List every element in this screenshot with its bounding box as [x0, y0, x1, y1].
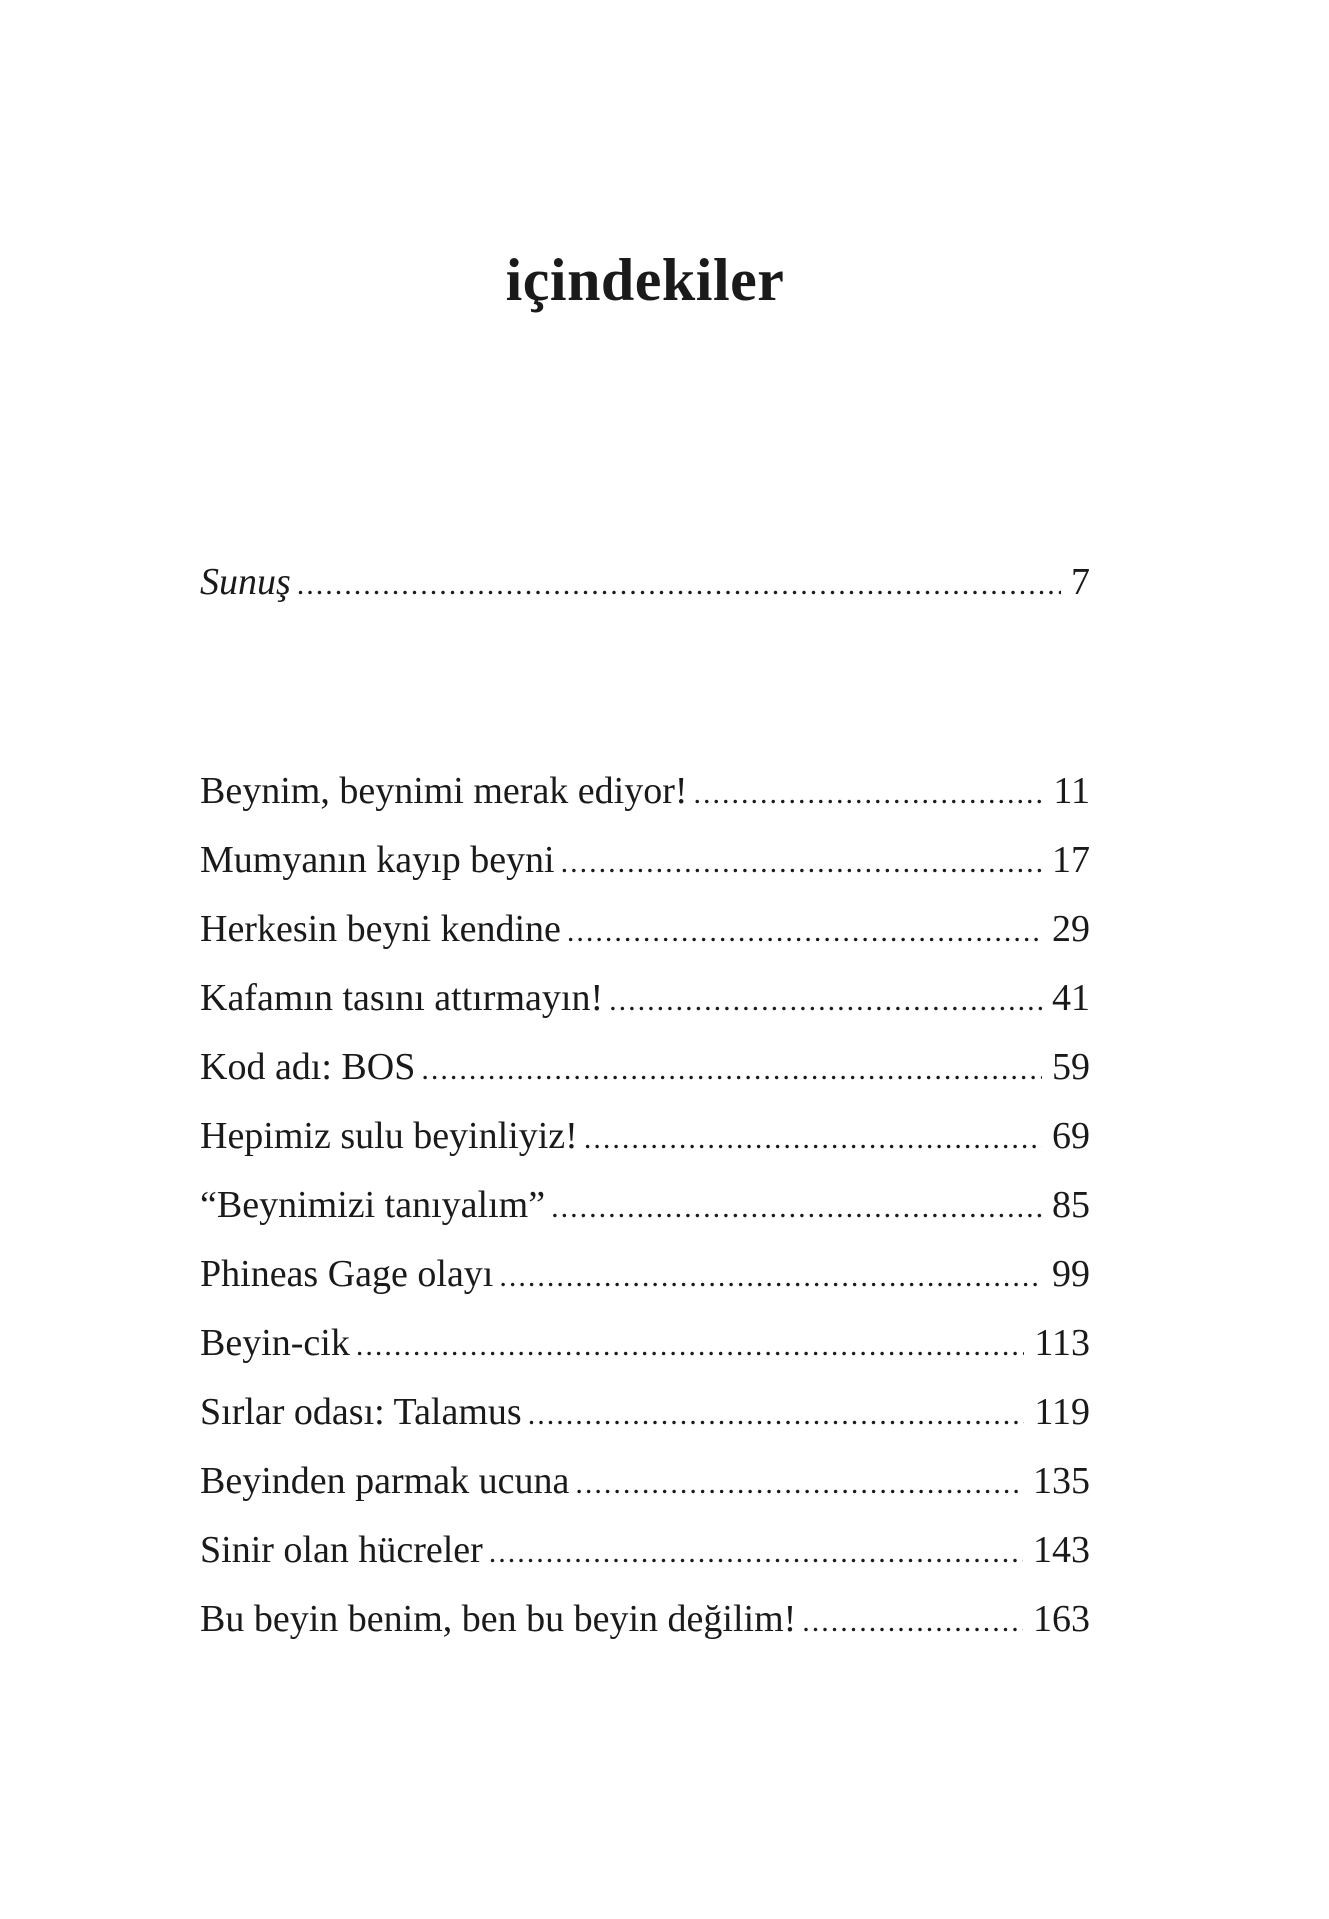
toc-entry-page: 135	[1033, 1460, 1090, 1502]
toc-entry	[200, 895, 1090, 964]
toc-entry	[200, 1240, 1090, 1309]
toc-preface-section	[200, 548, 1090, 617]
toc-entry-page: 119	[1034, 1391, 1090, 1433]
toc-entry-label: Beyinden parmak ucuna	[200, 1460, 570, 1502]
dot-leader	[584, 1104, 1042, 1173]
toc-entry-page: 85	[1052, 1184, 1090, 1226]
toc-entry	[200, 1585, 1090, 1654]
toc-entry	[200, 826, 1090, 895]
toc-entry-label: Beynim, beynimi merak ediyor!	[200, 770, 688, 812]
toc-entry-page: 143	[1033, 1529, 1090, 1571]
toc-entry-label: Beyin-cik	[200, 1322, 350, 1364]
page-title: içindekiler	[505, 247, 785, 313]
toc-entry	[200, 1033, 1090, 1102]
dot-leader	[499, 1242, 1042, 1311]
dot-leader	[297, 550, 1061, 619]
toc-entry-page: 41	[1052, 977, 1090, 1019]
toc-entry	[200, 1447, 1090, 1516]
toc-entry-label: Kod adı: BOS	[200, 1046, 416, 1088]
toc-entry	[200, 1378, 1090, 1447]
toc-entry-preface	[200, 548, 1090, 617]
dot-leader	[802, 1587, 1023, 1656]
toc-entry-page: 69	[1052, 1115, 1090, 1157]
toc-entry	[200, 1516, 1090, 1585]
toc-entry	[200, 1102, 1090, 1171]
toc-chapter-list	[200, 757, 1090, 1654]
toc-entry	[200, 964, 1090, 1033]
dot-leader	[356, 1311, 1025, 1380]
dot-leader	[561, 828, 1042, 897]
toc-entry-page: 11	[1053, 770, 1090, 812]
toc-entry-page: 113	[1034, 1322, 1090, 1364]
dot-leader	[609, 966, 1042, 1035]
toc-entry-page: 17	[1052, 839, 1090, 881]
dot-leader	[567, 897, 1042, 966]
dot-leader	[694, 759, 1044, 828]
toc-entry-page: 163	[1033, 1598, 1090, 1640]
dot-leader	[575, 1449, 1023, 1518]
toc-entry-label: Hepimiz sulu beyinliyiz!	[200, 1115, 578, 1157]
toc-entry-label: Bu beyin benim, ben bu beyin değilim!	[200, 1598, 797, 1640]
toc-entry-label: Mumyanın kayıp beyni	[200, 839, 555, 881]
toc-entry-label: Phineas Gage olayı	[200, 1253, 494, 1295]
toc-entry	[200, 1171, 1090, 1240]
dot-leader	[489, 1518, 1023, 1587]
dot-leader	[421, 1035, 1042, 1104]
toc-entry-page: 7	[1071, 561, 1090, 603]
dot-leader	[551, 1173, 1042, 1242]
toc-entry	[200, 757, 1090, 826]
toc-entry-label: Kafamın tasını attırmayın!	[200, 977, 604, 1019]
toc-entry-page: 29	[1052, 908, 1090, 950]
toc-entry-label: Herkesin beyni kendine	[200, 908, 561, 950]
toc-entry-label: Sunuş	[200, 561, 291, 603]
toc-entry-page: 99	[1052, 1253, 1090, 1295]
toc-entry-page: 59	[1052, 1046, 1090, 1088]
toc-entry	[200, 1309, 1090, 1378]
toc-entry-label: Sinir olan hücreler	[200, 1529, 483, 1571]
toc-entry-label: “Beynimizi tanıyalım”	[200, 1184, 546, 1226]
toc-entry-label: Sırlar odası: Talamus	[200, 1391, 522, 1433]
dot-leader	[528, 1380, 1025, 1449]
